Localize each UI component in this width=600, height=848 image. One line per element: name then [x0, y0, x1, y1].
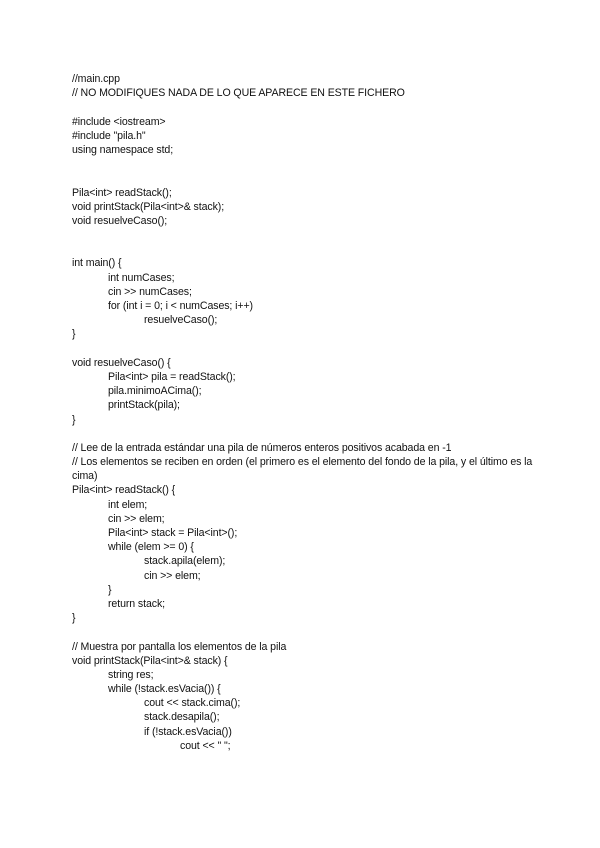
code-line: string res; — [108, 668, 154, 681]
code-line: #include <iostream> — [72, 115, 166, 128]
code-listing — [72, 72, 552, 753]
blank-line — [72, 242, 552, 256]
code-line: Pila<int> readStack() { — [72, 484, 176, 497]
code-line: for (int i = 0; i < numCases; i++) — [108, 300, 253, 312]
code-line: while (elem >= 0) { — [108, 541, 194, 554]
code-line: resuelveCaso(); — [144, 314, 218, 327]
code-line: //main.cpp — [72, 73, 120, 85]
code-line: Pila<int> readStack(); — [72, 186, 172, 199]
blank-line — [72, 342, 552, 356]
code-line: // NO MODIFIQUES NADA DE LO QUE APARECE EN ESTE FICHERO — [72, 87, 405, 100]
code-line: int numCases; — [108, 271, 175, 284]
code-line: } — [72, 612, 76, 625]
code-line: } — [72, 328, 76, 341]
code-line: Pila<int> pila = readStack(); — [108, 370, 236, 383]
code-line: cout << stack.cima(); — [144, 697, 241, 710]
code-line: return stack; — [108, 597, 165, 610]
code-line: cin >> numCases; — [108, 285, 192, 298]
blank-line — [72, 157, 552, 171]
code-line: stack.apila(elem); — [144, 555, 226, 568]
code-line: cin >> elem; — [144, 569, 201, 582]
blank-line — [72, 228, 552, 242]
code-line: stack.desapila(); — [144, 711, 220, 724]
code-line: while (!stack.esVacia()) { — [108, 683, 221, 696]
code-line: cout << " "; — [180, 739, 231, 752]
code-line: printStack(pila); — [108, 399, 180, 412]
code-line: Pila<int> stack = Pila<int>(); — [108, 527, 238, 540]
code-line: cin >> elem; — [108, 512, 165, 525]
blank-line — [72, 100, 552, 114]
blank-line — [72, 427, 552, 441]
code-line: void printStack(Pila<int>& stack) { — [72, 654, 228, 667]
code-line: } — [108, 583, 112, 596]
code-line: using namespace std; — [72, 143, 174, 156]
code-line: pila.minimoACima(); — [108, 385, 202, 398]
code-line: int main() { — [72, 257, 122, 270]
code-line: void printStack(Pila<int>& stack); — [72, 200, 225, 213]
code-line: if (!stack.esVacia()) — [144, 725, 232, 738]
code-line: void resuelveCaso(); — [72, 214, 168, 227]
blank-line — [72, 171, 552, 185]
code-line: // Muestra por pantalla los elementos de la pila — [72, 640, 287, 653]
code-line: } — [72, 413, 76, 426]
code-line: // Los elementos se reciben en orden (el primero es el elemento del fondo de la pila, y el último es la cima) — [72, 456, 536, 483]
code-line: #include "pila.h" — [72, 129, 146, 142]
code-line: // Lee de la entrada estándar una pila de números enteros positivos acabada en -1 — [72, 441, 452, 454]
code-line: void resuelveCaso() { — [72, 356, 171, 369]
blank-line — [72, 625, 552, 639]
code-line: int elem; — [108, 498, 148, 511]
